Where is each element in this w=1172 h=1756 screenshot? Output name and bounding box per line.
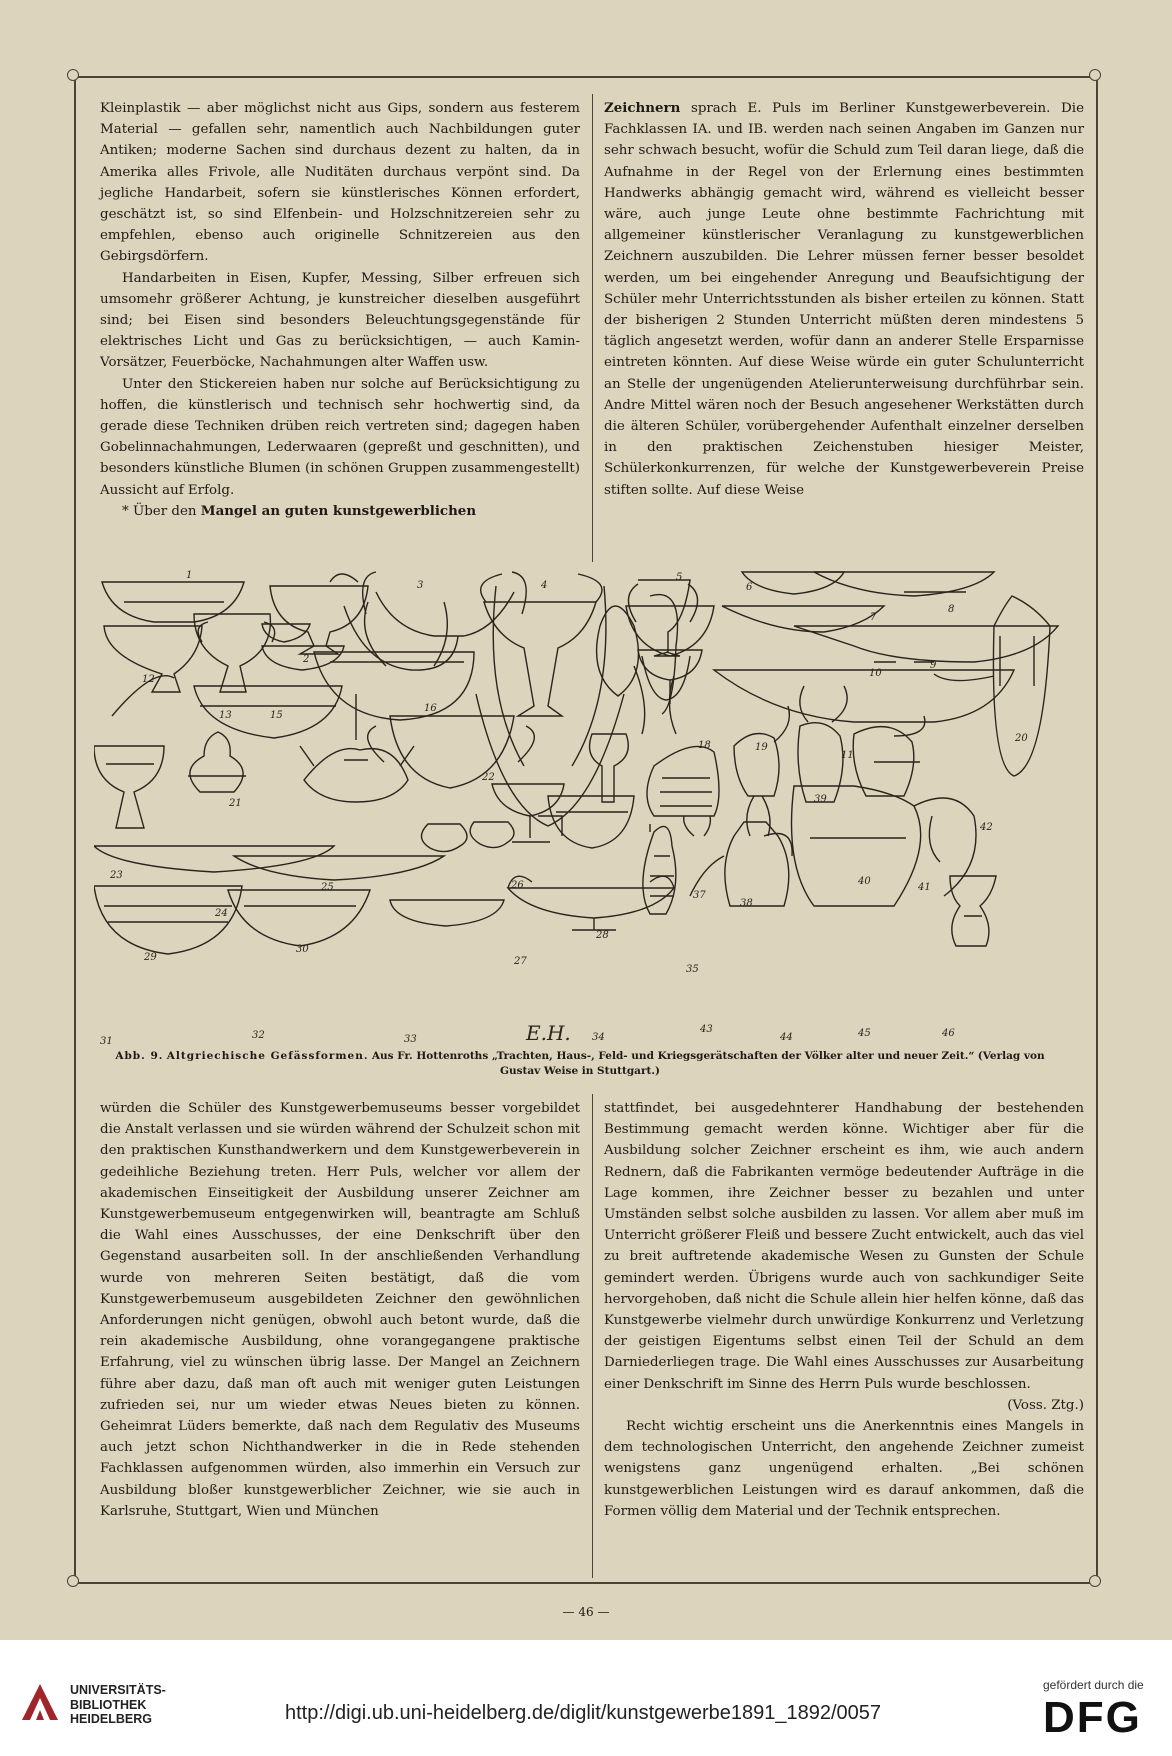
page-number: — 46 — [562,1605,610,1619]
figure-number: 38 [740,898,753,909]
university-logo-icon [18,1680,62,1724]
corner-ornament-icon [67,1575,79,1587]
funder-note: gefördert durch die [1043,1678,1144,1692]
footer-bar [0,1640,1172,1756]
heading-bold: Mangel an guten kunstgewerblichen [200,502,477,519]
university-name [70,1683,166,1727]
figure-number-labels [100,570,1028,1047]
paragraph [604,98,1084,501]
figure-number: 5 [676,572,683,583]
figure-number: 32 [252,1030,265,1041]
figure-number: 21 [229,798,242,809]
university-line: UNIVERSITÄTS- [70,1683,166,1697]
figure-number: 6 [746,582,753,593]
frame-top-line [74,76,1098,78]
figure-number: 20 [1015,733,1028,744]
figure-number: 34 [592,1032,605,1043]
vessel-drawings [94,572,1058,954]
heading-bold: Zeichnern [604,100,681,116]
figure-number: 16 [424,703,437,714]
figure-number: 23 [110,870,123,881]
frame-bottom-line [74,1582,1098,1584]
figure-number: 41 [918,882,931,893]
figure-number: 44 [780,1032,793,1043]
dfg-logo: DFG [1043,1693,1142,1742]
caption-source: Aus Fr. Hottenroths „Trachten, Haus-, Feld- und Kriegsgerätschaften der Völker alter und neuer Zeit.“ [371,1050,975,1062]
paragraph: würden die Schüler des Kunstgewerbemuseums besser vorgebildet die Anstalt verlassen und sie würden während der Schulzeit schon mit den praktischen Kunsthandwerkern und dem Kunstgewerbeverein in gedeihliche Beziehung treten. Herr Puls, welcher vor allem der akademischen Einseitigkeit der Ausbildung unserer Zeichner am Kunstgewerbemuseum entgegenwirken will, beantragte am Schluß die Wahl eines Ausschusses, der eine Denkschrift über den Gegenstand ausarbeiten soll. In der anschließenden Verhandlung wurde von mehreren Seiten bestätigt, daß die vom Kunstgewerbemuseum ausgebildeten Zeichner den gewöhnlichen Anforderungen nicht genügen, obwohl auch betont wurde, daß die rein akademische Ausbildung, ohne vorangegangene praktische Erfahrung, viel zu wünschen übrig lasse. Der Mangel an Zeichnern führe aber dazu, daß man oft auch mit weniger guten Leistungen zufrieden sei, nur um wieder etwas Neues bieten zu können. Geheimrat Lüders bemerkte, daß nach dem Regulativ des Museums auch jetzt schon Nichthandwerker in die in Rede stehenden Fachklassen aufgenommen würden, also immerhin ein Versuch zur Ausbildung bloßer kunstgewerblicher Zeichner, wie sie auch in Karlsruhe, Stuttgart, Wien und München [100,1101,580,1519]
figure-number: 30 [296,944,309,955]
figure-number: 42 [980,822,993,833]
figure-number: 13 [219,710,232,721]
paragraph: Unter den Stickereien haben nur solche auf Berücksichtigung zu hoffen, die künstlerisch und technisch sehr hochwertig sind, da gerade diese Techniken drüben reich vertreten sind; dagegen haben Gobelinnachahmungen, Lederwaaren (gepreßt und geschnitten), und besonders künstliche Blumen (in schönen Gruppen zusammengestellt) Aussicht auf Erfolg. [100,376,580,498]
figure-number: 45 [858,1028,871,1039]
figure-number: 7 [870,612,877,623]
figure-number: 11 [841,750,854,761]
source-url-link[interactable]: http://digi.ub.uni-heidelberg.de/diglit/kunstgewerbe1891_1892/0057 [285,1702,882,1724]
figure-number: 24 [215,908,228,919]
figure-number: 8 [948,604,955,615]
vessel-illustration [94,566,1066,1049]
section-heading-line [100,501,580,522]
figure-number: 22 [482,772,495,783]
figure-number: 31 [100,1036,113,1047]
caption-publisher: (Verlag von Gustav Weise in Stuttgart.) [500,1050,1045,1077]
source-signature: (Voss. Ztg.) [1007,1397,1084,1413]
corner-ornament-icon [67,69,79,81]
figure-number: 18 [698,740,711,751]
corner-ornament-icon [1089,1575,1101,1587]
figure-number: 29 [144,952,157,963]
figure-number: 46 [942,1028,955,1039]
figure-number: 12 [142,674,155,685]
figure-number: 2 [303,654,310,665]
figure-number: 15 [270,710,283,721]
figure-number: 9 [930,660,937,671]
figure-number: 40 [858,876,871,887]
figure-number: 10 [869,668,882,679]
caption-label: Abb. 9. [115,1050,164,1062]
frame-right-line [1096,76,1098,1583]
column-rule-bottom [592,1094,593,1578]
figure-number: 1 [186,570,193,581]
figure-number: 43 [700,1024,713,1035]
figure-number: 39 [814,794,827,805]
heading-prefix: * Über den [122,503,197,519]
column-rule-top [592,94,593,562]
figure-number: 33 [404,1034,417,1045]
paragraph: Recht wichtig erscheint uns die Anerkenntnis eines Mangels in dem technologischen Unterricht, den angehende Zeichner zumeist wenigstens ganz ungenügend erhalten. „Bei schönen kunstgewerblichen Leistungen wird es darauf ankommen, daß die Formen völlig dem Material und der Technik entsprechen. [604,1419,1084,1519]
figure-number: 4 [541,580,548,591]
text-column-left-top [100,98,580,522]
figure-number: 28 [596,930,609,941]
frame-left-line [74,76,76,1583]
text-column-right-bottom [604,1098,1084,1522]
paragraph: Kleinplastik — aber möglichst nicht aus Gips, sondern aus festerem Material — gefallen sehr, namentlich auch Nachbildungen guter Antiken; moderne Sachen sind durchaus dezent zu halten, da in Amerika alles Frivole, alle Nuditäten durchaus verpönt sind. Da jegliche Handarbeit, sofern sie künstlerisches Können erfordert, geschätzt ist, so sind Elfenbein- und Holzschnitzereien sehr zu empfehlen, ebenso auch originelle Schnitzereien aus den Gebirgsdörfern. [100,101,580,265]
figure-number: 27 [514,956,527,967]
figure-number: 25 [321,882,334,893]
paragraph: stattfindet, bei ausgedehnterer Handhabung der bestehenden Bestimmung gemacht werden könne. Wichtiger aber für die Ausbildung solcher Zeichner erscheint es ihm, wie auch andern Rednern, daß die Fabrikanten vermöge bedeutender Aufträge in die Lage kommen, ihre Zeichner besser zu bezahlen und unter Umständen selbst solche ausbilden zu lassen. Vor allem aber muß im Unterricht größerer Fleiß und bessere Zucht entwickelt, auch das viel zu breit auftretende akademische Wesen zu Gunsten der Schule gemindert werden. Übrigens wurde auch von sachkundiger Seite hervorgehoben, daß nicht die Schule allein hier helfen könne, daß das Kunstgewerbe vielmehr durch unwürdige Konkurrenz und Verletzung der geistigen Eigentums selbst einen Teil der Schuld an dem Darniederliegen trage. Die Wahl eines Ausschusses zur Ausarbeitung einer Denkschrift im Sinne des Herrn Puls wurde beschlossen. [604,1101,1084,1392]
text-column-left-bottom [100,1098,580,1522]
university-line: BIBLIOTHEK [70,1697,147,1712]
figure-caption [96,1049,1064,1079]
figure-number: 35 [686,964,699,975]
text-column-right-top [604,98,1084,501]
paragraph-text: sprach E. Puls im Berliner Kunstgewerbeverein. Die Fachklassen IA. und IB. werden nach seinen Angaben im Ganzen nur sehr schwach besucht, wofür die Schuld zum Teil daran liege, daß die Aufnahme in der Regel von der Erlernung eines bestimmten Handwerks abhängig gemacht wird, während es vielleicht besser wäre, auch junge Leute ohne bestimmte Fachrichtung mit allgemeiner künstlerischer Veranlagung zu kunstgewerblichen Zeichnern auszubilden. Die Lehrer müssen ferner besser besoldet werden, um bei eingehender Anregung und Beaufsichtigung der Schüler mehr Unterrichtsstunden als bisher erteilen zu können. Statt der bisherigen 2 Stunden Unterricht müßten deren mindestens 5 täglich angesetzt werden, wofür dann an anderer Stelle Ersparnisse eintreten könnten. Auf diese Weise würde ein guter Schulunterricht an Stelle der ungenügenden Atelierunterweisung durchführbar sein. Andre Mittel wären noch der Besuch angesehener Werkstätten durch die älteren Schüler, vorübergehender Aufenthalt einzelner derselben in den praktischen Zeichenstuben hiesiger Meister, Schülerkonkurrenzen, für welche der Kunstgewerbeverein Preise stiften sollte. Auf diese Weise [604,101,1084,498]
figure-number: 26 [511,880,524,891]
figure-number: 3 [417,580,424,591]
corner-ornament-icon [1089,69,1101,81]
university-line: HEIDELBERG [70,1712,152,1726]
illustrator-monogram: E.H. [526,1021,571,1045]
paragraph: Handarbeiten in Eisen, Kupfer, Messing, Silber erfreuen sich umsomehr größerer Achtung, je kunstreicher dieselben ausgeführt sind; bei Eisen sind besonders Beleuchtungsgegenstände für elektrisches Licht und Gas zu berücksichtigen, — auch Kamin-Vorsätzer, Feuerböcke, Nachahmungen alter Waffen usw. [100,270,580,371]
figure-number: 19 [755,742,768,753]
caption-title: Altgriechische Gefässformen. [166,1050,369,1062]
figure-number: 37 [693,890,706,901]
